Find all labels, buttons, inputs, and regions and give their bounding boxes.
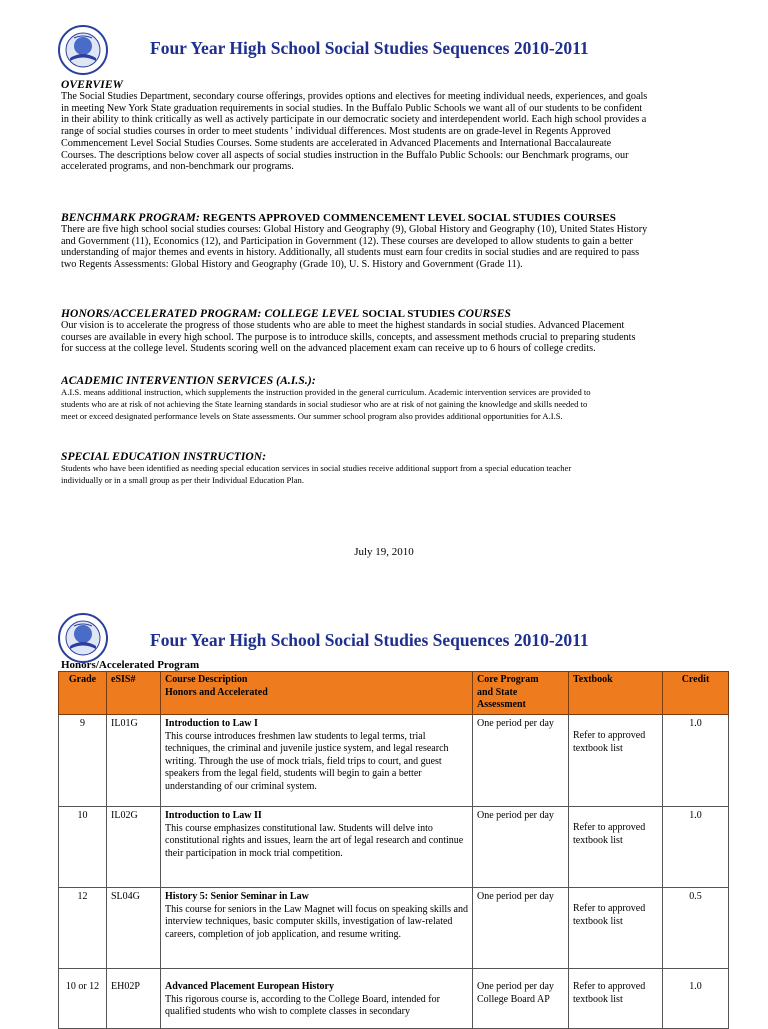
cell-esis: EH02P (107, 969, 161, 1029)
column-header-textbook: Textbook (569, 672, 663, 715)
overview-heading: OVERVIEW (61, 79, 123, 91)
text-line: in meeting New York State graduation requirements in social studies. In the Buffalo Public Schools we want all of our students to be confident (61, 102, 643, 114)
table-row (59, 969, 729, 1029)
text-line: accelerated programs, and non-benchmark our programs. (61, 161, 294, 173)
honors-heading-mid: SOCIAL STUDIES (359, 308, 458, 320)
cell-grade: 10 (59, 807, 107, 888)
course-name: History 5: Senior Seminar in Law (165, 891, 309, 902)
cell-description (161, 715, 473, 807)
cell-core: One period per day (473, 807, 569, 888)
ais-heading: ACADEMIC INTERVENTION SERVICES (A.I.S.): (61, 375, 316, 387)
course-name: Introduction to Law II (165, 810, 262, 821)
text-line: Students who have been identified as needing special education services in social studies receive additional support from a special education teacher (61, 463, 572, 473)
text-line: and Government (11), Economics (12), and Participation in Government (12). These courses are developed to allow students to gain a better (61, 235, 633, 247)
text-line: A.I.S. means additional instruction, which supplements the instruction provided in the general curriculum. Academic intervention services are provided to (61, 387, 591, 397)
cell-textbook (569, 888, 663, 969)
text-line: individually or in a small group as per their Individual Education Plan. (61, 474, 304, 485)
column-header-core (473, 672, 569, 715)
course-name: Introduction to Law I (165, 718, 258, 729)
cell-grade: 9 (59, 715, 107, 807)
text-line: courses are available in every high school. The purpose is to introduce skills, concepts, and assessment methods crucial to preparing students (61, 331, 636, 343)
textbook-text: Refer to approved textbook list (573, 903, 646, 927)
cell-grade: 10 or 12 (59, 969, 107, 1029)
ais-section (61, 375, 729, 422)
cell-description (161, 969, 473, 1029)
header-line: Assessment (477, 699, 526, 710)
text-line: meet or exceed designated performance levels on State assessments. Our summer school program also provides additional opportunities for A.I.S. (61, 410, 563, 421)
cell-esis: SL04G (107, 888, 161, 969)
honors-section (61, 308, 729, 355)
cell-textbook (569, 715, 663, 807)
benchmark-heading (61, 212, 729, 224)
column-header-description (161, 672, 473, 715)
cell-credit: 1.0 (663, 715, 729, 807)
cell-textbook (569, 969, 663, 1029)
course-table (58, 671, 729, 1029)
course-desc: This rigorous course is, according to the College Board, intended for qualified students who wish to complete classes in secondary (165, 993, 440, 1017)
cell-description (161, 888, 473, 969)
course-desc: This course for seniors in the Law Magnet will focus on speaking skills and interview techniques, basic computer skills, investigation of law-related careers, completion of job application, and resume writing. (165, 903, 468, 940)
textbook-text: Refer to approved textbook list (573, 822, 646, 846)
text-line: The Social Studies Department, secondary course offerings, provides options and electives for meeting individual needs, experiences, and goals (61, 91, 648, 102)
benchmark-paragraph (61, 224, 729, 271)
overview-section (61, 79, 729, 173)
footer-date: July 19, 2010 (354, 546, 414, 558)
honors-heading-end: COURSES (457, 308, 511, 320)
column-header-credit: Credit (663, 672, 729, 715)
cell-credit: 0.5 (663, 888, 729, 969)
honors-heading-label: HONORS/ACCELERATED PROGRAM: COLLEGE LEVEL (61, 308, 360, 320)
cell-core: One period per day College Board AP (473, 969, 569, 1029)
cell-esis: IL01G (107, 715, 161, 807)
school-seal-icon (57, 612, 109, 664)
cell-textbook (569, 807, 663, 888)
course-desc: This course introduces freshmen law students to legal terms, trial techniques, the criminal and juvenile justice system, and legal research writing. Through the use of mock trials, field trips to court, and guest speakers from the legal field, students will begin to gain a better understanding of our criminal system. (165, 730, 449, 792)
table-header-row (59, 672, 729, 715)
text-line: Courses. The descriptions below cover all aspects of social studies instruction in the Buffalo Public Schools: our Benchmark programs, our (61, 149, 629, 161)
textbook-text: Refer to approved textbook list (573, 730, 646, 754)
special-ed-heading: SPECIAL EDUCATION INSTRUCTION: (61, 451, 267, 463)
cell-core: One period per day (473, 888, 569, 969)
text-line: range of social studies courses in order to meet students ' individual differences. Most students are on grade-level in Regents Approved (61, 126, 611, 138)
benchmark-heading-label: BENCHMARK PROGRAM: (61, 212, 200, 224)
cell-esis: IL02G (107, 807, 161, 888)
page2-title: Four Year High School Social Studies Sequences 2010-2011 (150, 630, 589, 650)
special-ed-paragraph (61, 463, 729, 487)
header-line: and State (477, 686, 518, 698)
text-line: understanding of major themes and events in history. Additionally, all students must earn four credits in social studies and are required to pass (61, 247, 640, 259)
cell-grade: 12 (59, 888, 107, 969)
header-line: Course Description (165, 674, 248, 685)
special-ed-section (61, 451, 729, 487)
text-line: two Regents Assessments: Global History and Geography (Grade 10), U. S. History and Government (Grade 11). (61, 259, 523, 271)
text-line: for success at the college level. Students scoring well on the advanced placement exam can receive up to 6 hours of college credits. (61, 343, 596, 355)
text-line: Commencement Level Social Studies Courses. Some students are accelerated in Advanced Placements and International Baccalaureate (61, 137, 612, 149)
benchmark-heading-rest: REGENTS APPROVED COMMENCEMENT LEVEL SOCIAL STUDIES COURSES (199, 212, 617, 224)
text-line: Our vision is to accelerate the progress of those students who are able to meet the highest standards in social studies. Advanced Placement (61, 320, 625, 331)
header-line: Core Program (477, 674, 539, 685)
program-label: Honors/Accelerated Program (61, 659, 200, 671)
column-header-esis: eSIS# (107, 672, 161, 715)
document-title: Four Year High School Social Studies Sequences 2010-2011 (150, 38, 589, 58)
cell-description (161, 807, 473, 888)
text-line: students who are at risk of not achieving the State learning standards in social studiesor who are at risk of not gaining the knowledge and skills needed to (61, 398, 588, 409)
course-desc: This course emphasizes constitutional law. Students will delve into constitutional rights and issues, learn the art of legal research and continue their participation in mock trial competition. (165, 822, 464, 859)
table-row (59, 715, 729, 807)
honors-paragraph (61, 320, 729, 355)
course-name: Advanced Placement European History (165, 981, 334, 992)
cell-core: One period per day (473, 715, 569, 807)
honors-heading (61, 308, 729, 320)
header-line: Honors and Accelerated (165, 686, 268, 698)
cell-credit: 1.0 (663, 807, 729, 888)
column-header-grade: Grade (59, 672, 107, 715)
school-seal-icon (57, 24, 109, 76)
overview-paragraph (61, 91, 729, 173)
textbook-text: Refer to approved textbook list (573, 981, 646, 1005)
cell-credit: 1.0 (663, 969, 729, 1029)
table-row (59, 888, 729, 969)
text-line: in their ability to think critically as well as actively participate in our democratic society and interdependent world. Each high school provides a (61, 114, 647, 126)
text-line: There are five high school social studies courses: Global History and Geography (9), Global History and Geography (10), United States History (61, 224, 648, 235)
ais-paragraph (61, 387, 729, 422)
table-row (59, 807, 729, 888)
benchmark-section (61, 212, 729, 271)
